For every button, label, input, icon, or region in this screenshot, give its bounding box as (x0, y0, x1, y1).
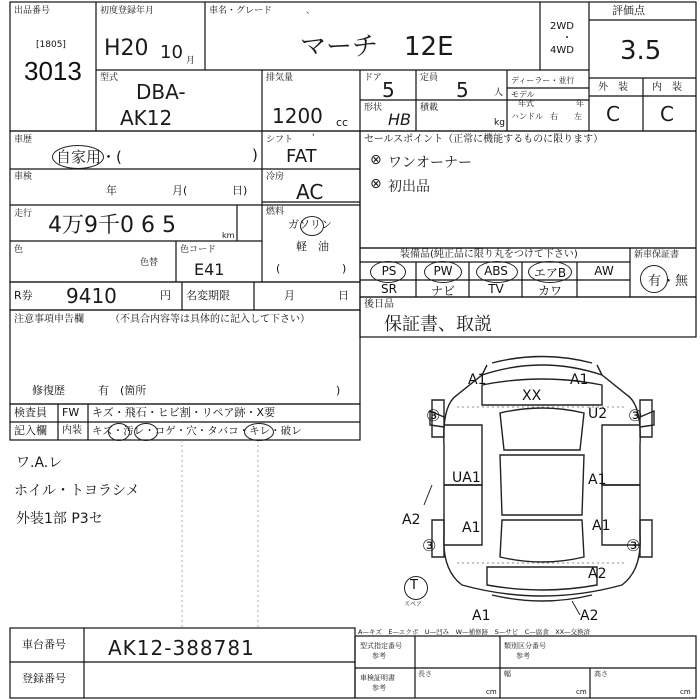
chassis-label: 車台番号 (22, 638, 66, 651)
sales-point2: 初出品 (388, 179, 430, 195)
inspector-comment1: ワ.A.レ (16, 455, 63, 471)
doors-value: 5 (382, 78, 395, 102)
shift-label: シフト (266, 135, 294, 145)
right-front-door (602, 425, 640, 485)
model-year-label2: 年式 (518, 99, 534, 108)
spare-tire-mark: T (410, 578, 418, 593)
registration-label: 登録番号 (22, 672, 66, 685)
equip-abs-circle (476, 261, 518, 283)
repair-has: 有 (98, 384, 109, 397)
sales-point1-mark: ⊗ (370, 152, 382, 168)
width-label: 幅 (504, 670, 511, 678)
handle-label: ハンドル (511, 112, 543, 121)
car-name: マーチ 12E (300, 32, 454, 62)
notes-sub: （不具合内容等は具体的に記入して下さい） (110, 314, 310, 325)
recycle-value: 9410 (66, 284, 117, 308)
model-year-unit: 年 (576, 99, 584, 108)
mark-right-rear-door: A1 (588, 472, 607, 488)
inspector-label1: 検査員 (14, 406, 47, 419)
fuel-gasoline: ガソリン (288, 218, 332, 231)
equip-abs: ABS (484, 264, 508, 278)
name-change-day: 日 (338, 289, 349, 302)
equip-ps-circle (370, 261, 406, 283)
documents-value: 保証書、取説 (384, 314, 492, 335)
length-label: 長さ (418, 670, 432, 678)
mark-right-rear-quarter: ③ (626, 536, 641, 555)
category-sub: 参考 (516, 652, 530, 660)
chassis-value: AK12-388781 (108, 636, 255, 660)
mark-roof: UA1 (452, 470, 481, 486)
recycle-label: R券 (14, 289, 33, 302)
height-label: 高さ (594, 670, 608, 678)
vehicle-cert-label: 車検証明書 (360, 674, 395, 682)
interior-grade: C (660, 102, 674, 126)
equip-tv: TV (488, 282, 504, 296)
displacement-label: 排気量 (266, 73, 294, 83)
sales-label: セールスポイント（正常に機能するものに限ります） (364, 134, 604, 145)
model-label: 型式 (100, 73, 119, 83)
inspector-label2: 記入欄 (14, 424, 47, 437)
equip-airbag: エアB (533, 266, 567, 280)
lot-number: 3013 (24, 56, 82, 86)
equip-navi: ナビ (430, 284, 455, 298)
mark-right-front-fender: ③ (628, 406, 643, 425)
shift-value: FAT (286, 146, 317, 167)
shape-label: 形状 (364, 103, 383, 113)
first-reg-month: 10 (160, 42, 183, 63)
capacity-label: 定員 (420, 73, 439, 83)
capacity-value: 5 (456, 78, 469, 102)
interior-mark-1 (108, 423, 130, 441)
equip-pw: PW (433, 264, 453, 278)
displacement-unit: cc (336, 116, 349, 129)
inspection-month: 月( (172, 184, 188, 197)
height-unit: cm (680, 688, 691, 696)
fuel-paren-close: ) (342, 262, 347, 275)
interior-mark-2 (134, 423, 158, 441)
shape-value: HB (388, 110, 412, 129)
equip-aw: AW (594, 264, 614, 278)
inspector-comment3: 外装1部 P3セ (16, 511, 103, 527)
sales-point1: ワンオーナー (388, 155, 472, 171)
warranty-label: 新車保証書 (634, 250, 680, 260)
fuel-light-oil: 軽 油 (296, 240, 329, 253)
interior-mark-3 (244, 423, 274, 441)
car-name-label: 車名・グレード (209, 6, 273, 16)
rear-window (500, 520, 584, 562)
width-unit: cm (576, 688, 587, 696)
inspection-day: 日) (232, 184, 248, 197)
mark-right-rear-fender: A1 (592, 518, 611, 534)
warranty-circle (640, 265, 668, 293)
mark-rear-left: A1 (472, 608, 491, 624)
exterior-grade: C (606, 102, 620, 126)
car-name-mark: 、 (306, 6, 316, 16)
mileage-label: 走行 (14, 209, 33, 219)
repair-label: 修復歴 (32, 384, 65, 397)
mark-right-rear-corner: A2 (588, 566, 607, 582)
repair-close: ) (336, 384, 341, 397)
history-value: 自家用・( (56, 148, 122, 166)
name-change-month: 月 (284, 289, 295, 302)
equip-ps: PS (381, 264, 397, 278)
sales-point2-mark: ⊗ (370, 176, 382, 192)
history-label: 車歴 (14, 135, 33, 145)
warranty-no: ・無 (662, 274, 689, 289)
roof-panel (500, 455, 584, 515)
inspector-fw-items: キズ・飛石・ヒビ割・リペア跡・X要 (92, 406, 276, 419)
inspector-fw: FW (62, 406, 80, 419)
load-unit: kg (494, 118, 505, 128)
inspection-label: 車検 (14, 172, 33, 182)
category-label: 類別区分番号 (504, 642, 546, 650)
equip-pw-circle (424, 261, 462, 283)
ac-value: AC (296, 180, 324, 204)
handle-left: 左 (574, 112, 582, 121)
dealer-label: ディーラー・並行 (511, 76, 575, 85)
equip-leather: カワ (537, 284, 562, 298)
lot-label: 出品番号 (14, 6, 51, 16)
load-label: 積載 (420, 103, 439, 113)
right-rear-wheel (640, 520, 652, 557)
shift-mark: ' (312, 133, 315, 143)
mark-right-front-door: U2 (588, 406, 608, 422)
ac-label: 冷房 (266, 172, 285, 182)
doors-label: ドア (364, 73, 382, 83)
mark-left-side: A2 (402, 512, 421, 528)
documents-label: 後日品 (364, 299, 394, 310)
color-change-label: 色替 (140, 258, 159, 268)
drive-4wd: 4WD (550, 45, 574, 56)
vehicle-cert-sub: 参考 (372, 684, 386, 692)
equip-sr: SR (381, 282, 397, 296)
handle-right: 右 (550, 112, 558, 121)
mark-rear-right: A2 (580, 608, 599, 624)
windshield (500, 408, 584, 450)
model-line1: DBA- (136, 80, 186, 104)
model-cert-label: 型式指定番号 (360, 642, 402, 650)
left-rear-door (444, 485, 482, 545)
fuel-paren-open: ( (276, 262, 281, 275)
fuel-label: 燃料 (266, 207, 285, 217)
mileage-unit: km (222, 231, 235, 240)
repair-place: (箇所 (120, 384, 147, 397)
damage-legend: A—キズ E—エクボ U—凹み W—補修跡 S—サビ C—腐食 XX—交換済 (358, 628, 591, 636)
mileage-value: 4万9千0 6 5 (48, 213, 176, 238)
displacement-value: 1200 (272, 104, 323, 128)
name-change-label: 名変期限 (186, 289, 230, 302)
capacity-unit: 人 (494, 88, 504, 98)
equipment-label: 装備品(純正品に限り丸をつけて下さい) (400, 249, 578, 260)
mark-left-rear-door: A1 (462, 520, 481, 536)
length-unit: cm (486, 688, 497, 696)
mark-hood: XX (522, 388, 542, 404)
mark-left-rear-quarter: ③ (422, 536, 437, 555)
rating-value: 3.5 (620, 36, 662, 66)
model-year-label: モデル (511, 90, 535, 99)
drive-separator: ・ (562, 33, 572, 44)
car-diagram (412, 345, 672, 615)
trunk-panel (487, 567, 597, 590)
lot-small-number: [1805] (36, 40, 66, 50)
spare-label: スペア (404, 601, 423, 608)
color-code-value: E41 (194, 260, 225, 279)
first-reg-label: 初度登録年月 (100, 6, 155, 16)
first-reg-era: H20 (104, 36, 149, 61)
inspector-interior: 内装 (62, 425, 82, 436)
inspector-comment2: ホイル・トヨラシメ (14, 483, 140, 499)
equip-airbag-circle (528, 261, 572, 283)
model-line2: AK12 (120, 106, 173, 130)
notes-label: 注意事項申告欄 (14, 314, 84, 325)
color-code-label: 色コード (180, 245, 217, 255)
mark-front-left: A1 (468, 372, 487, 388)
exterior-label: 外 装 (598, 82, 628, 93)
inspection-year: 年 (106, 184, 117, 197)
first-reg-month-unit: 月 (186, 56, 196, 66)
model-cert-sub: 参考 (372, 652, 386, 660)
color-label: 色 (14, 245, 24, 255)
warranty-yes: 有 (648, 274, 662, 289)
mark-front-right: A1 (570, 372, 589, 388)
rating-label: 評価点 (612, 4, 645, 17)
inspector-interior-items: キズ・汚レ・コゲ・穴・タバコ・キレ・破レ (92, 425, 302, 437)
interior-label: 内 装 (652, 82, 682, 93)
history-close: ) (252, 146, 258, 164)
mark-left-front-fender: ③ (426, 406, 441, 425)
front-bumper (492, 357, 592, 364)
recycle-unit: 円 (160, 289, 171, 302)
drive-2wd: 2WD (550, 21, 574, 32)
